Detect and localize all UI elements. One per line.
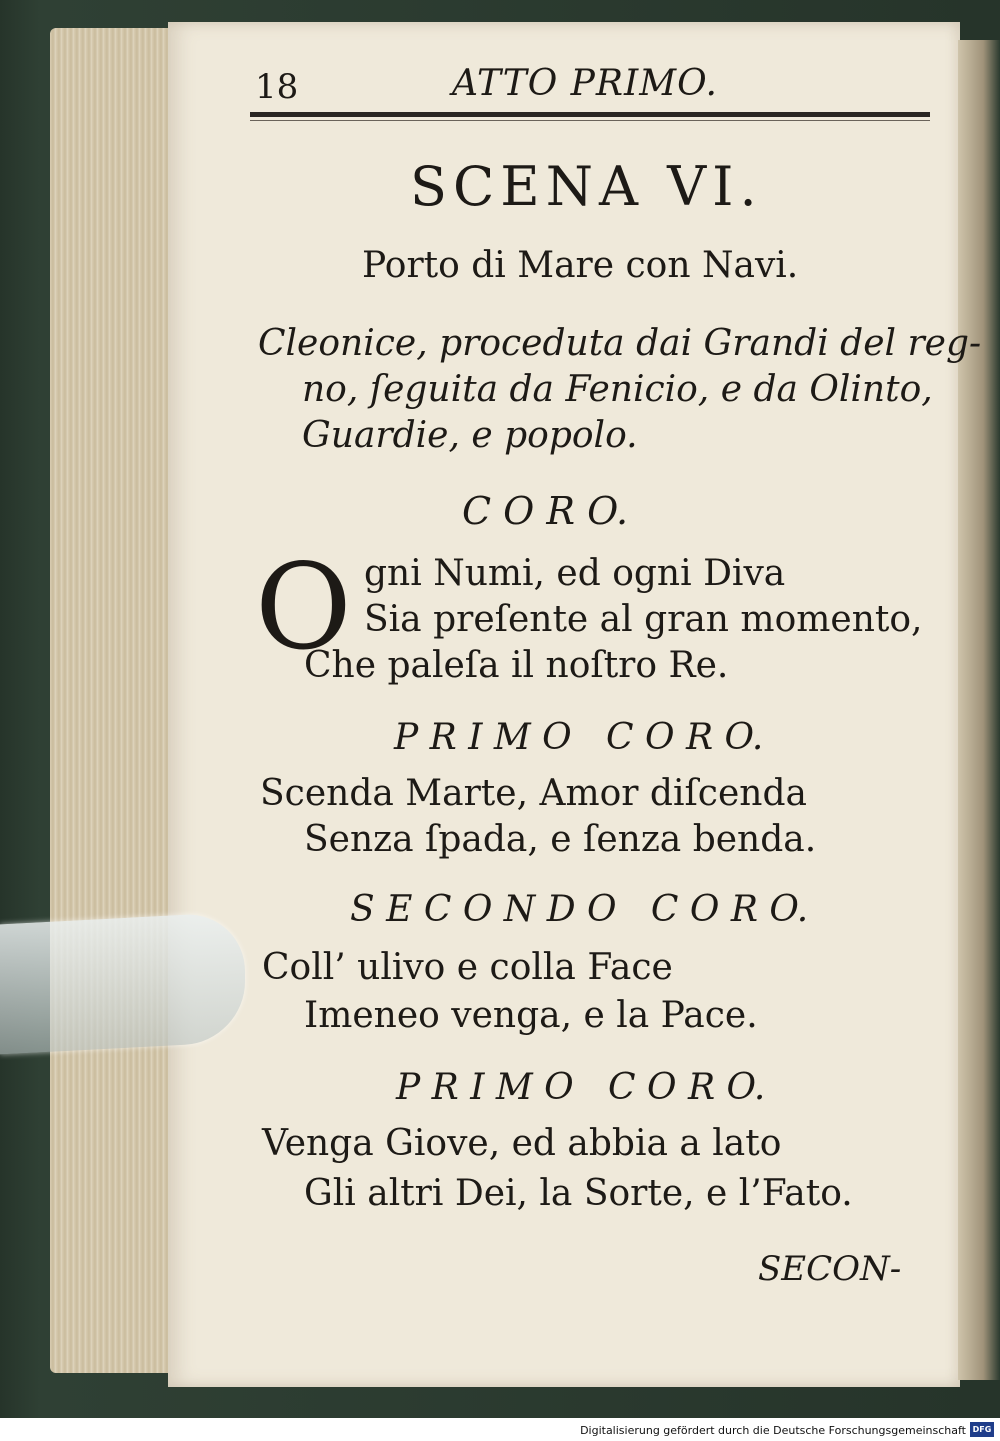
page-number: 18 (255, 67, 299, 107)
stage-direction-line-2: no, ſeguita da Fenicio, e da Olinto, (302, 369, 933, 410)
section-heading: P R I M O C O R O. (394, 717, 764, 758)
footer-credit: Digitalisierung gefördert durch die Deutsche Forschungsgemeinschaft (580, 1424, 966, 1437)
verse-line: Che paleſa il noſtro Re. (304, 645, 729, 686)
catchword: SECON- (758, 1249, 902, 1289)
stage-direction-line-1: Cleonice, proceduta dai Grandi del reg- (258, 323, 982, 364)
section-heading: C O R O. (462, 489, 629, 533)
verse-line: Imeneo venga, e la Pace. (304, 995, 758, 1036)
scene-setting: Porto di Mare con Navi. (362, 245, 799, 286)
section-heading: P R I M O C O R O. (396, 1067, 766, 1108)
page-clip (0, 912, 245, 1055)
stage-direction-line-3: Guardie, e popolo. (302, 415, 638, 456)
verse-line: Gli altri Dei, la Sorte, e l’Fato. (304, 1173, 853, 1214)
dropcap-letter: O (255, 538, 352, 676)
scene-title: SCENA VI. (410, 155, 763, 218)
verse-line: gni Numi, ed ogni Diva (364, 553, 786, 594)
verse-line: Venga Giove, ed abbia a lato (262, 1123, 782, 1164)
verse-line: Senza ſpada, e ſenza benda. (304, 819, 817, 860)
dfg-logo-icon: DFG (970, 1422, 994, 1437)
verse-line: Sia preſente al gran momento, (364, 599, 923, 640)
verse-line: Coll’ ulivo e colla Face (262, 947, 673, 988)
header-rule-thin (250, 120, 930, 121)
section-heading: S E C O N D O C O R O. (350, 889, 809, 930)
running-title: ATTO PRIMO. (452, 63, 718, 104)
header-rule (250, 112, 930, 117)
verse-line: Scenda Marte, Amor diſcenda (260, 773, 807, 814)
